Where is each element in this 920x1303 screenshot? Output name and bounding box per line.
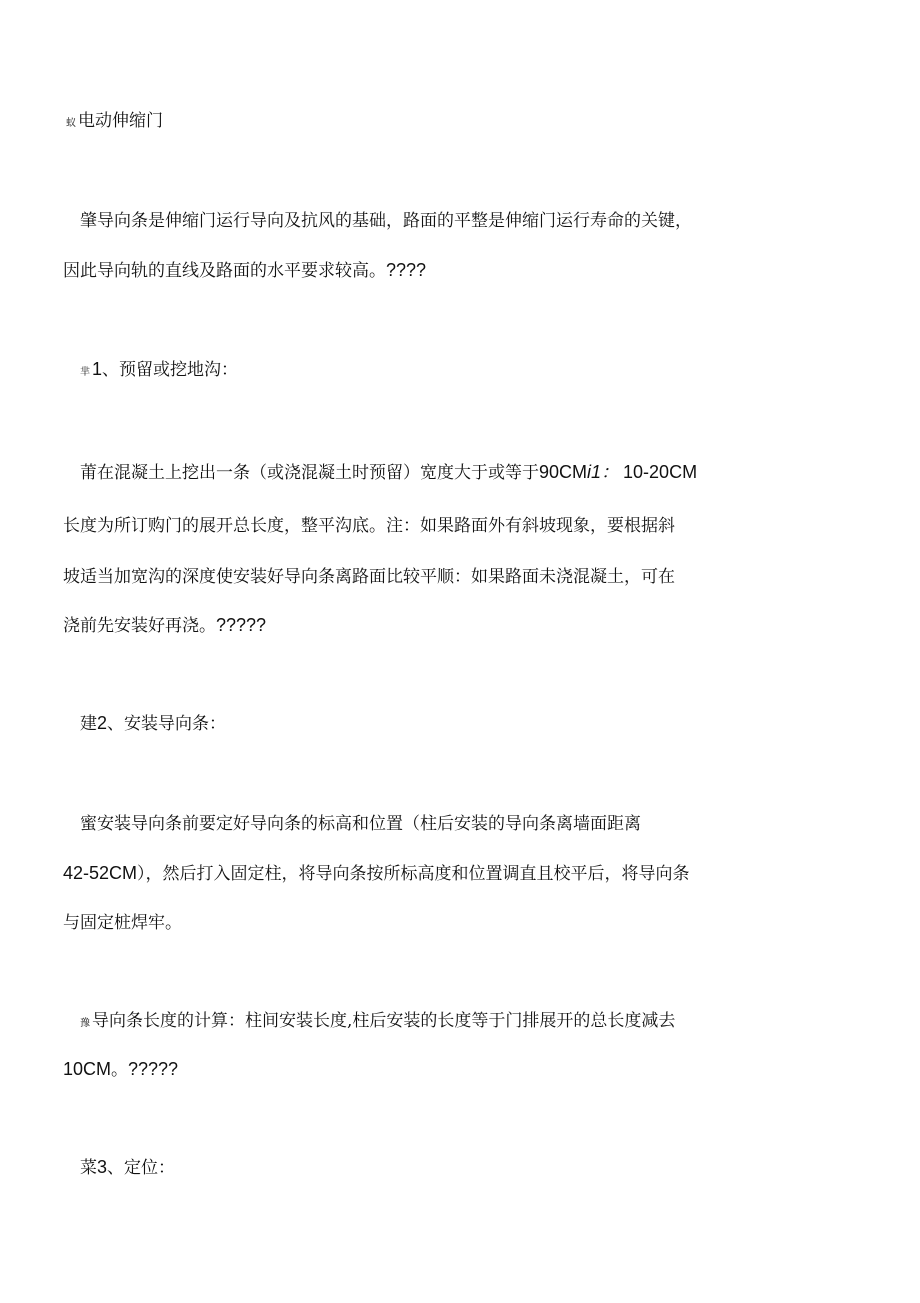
title-prefix: 蚁 bbox=[66, 118, 76, 129]
section-2-heading: 建2、安装导向条： bbox=[80, 713, 227, 734]
p1-line2: 因此导向轨的直线及路面的水平要求较高。???? bbox=[63, 260, 427, 281]
section-3-heading: 菜3、定位： bbox=[80, 1157, 176, 1178]
p3-line2: 42-52CM），然后打入固定柱，将导向条按所标高度和位置调直且校平后，将导向条 bbox=[63, 863, 690, 884]
section-1-heading: 芈 1、预留或挖地沟： bbox=[80, 359, 239, 380]
p2-line4: 浇前先安装好再浇。????? bbox=[63, 615, 267, 636]
p3-line3: 与固定桩焊牢。 bbox=[63, 913, 182, 933]
p4-line1: 豫 导向条长度的计算：柱间安装长度,柱后安装的长度等于门排展开的总长度减去 bbox=[80, 1011, 676, 1031]
p2-line2: 长度为所订购门的展开总长度，整平沟底。注：如果路面外有斜坡现象，要根据斜 bbox=[63, 516, 675, 536]
p1-prefix: 肇 bbox=[80, 211, 97, 231]
p2-line3: 坡适当加宽沟的深度使安装好导向条离路面比较平顺：如果路面未浇混凝土，可在 bbox=[63, 567, 675, 587]
p1-line1: 肇导向条是伸缩门运行导向及抗风的基础，路面的平整是伸缩门运行寿命的关键， bbox=[80, 211, 692, 231]
p4-line2: 10CM。????? bbox=[63, 1059, 179, 1080]
p3-line1: 蜜安装导向条前要定好导向条的标高和位置（柱后安装的导向条离墙面距离 bbox=[80, 814, 641, 834]
p2-line1: 莆在混凝土上挖出一条（或浇混凝土时预留）宽度大于或等于90CMi1： 10-20CM bbox=[80, 462, 698, 483]
doc-title bbox=[66, 110, 163, 135]
title-text: 电动伸缩门 bbox=[78, 111, 163, 131]
